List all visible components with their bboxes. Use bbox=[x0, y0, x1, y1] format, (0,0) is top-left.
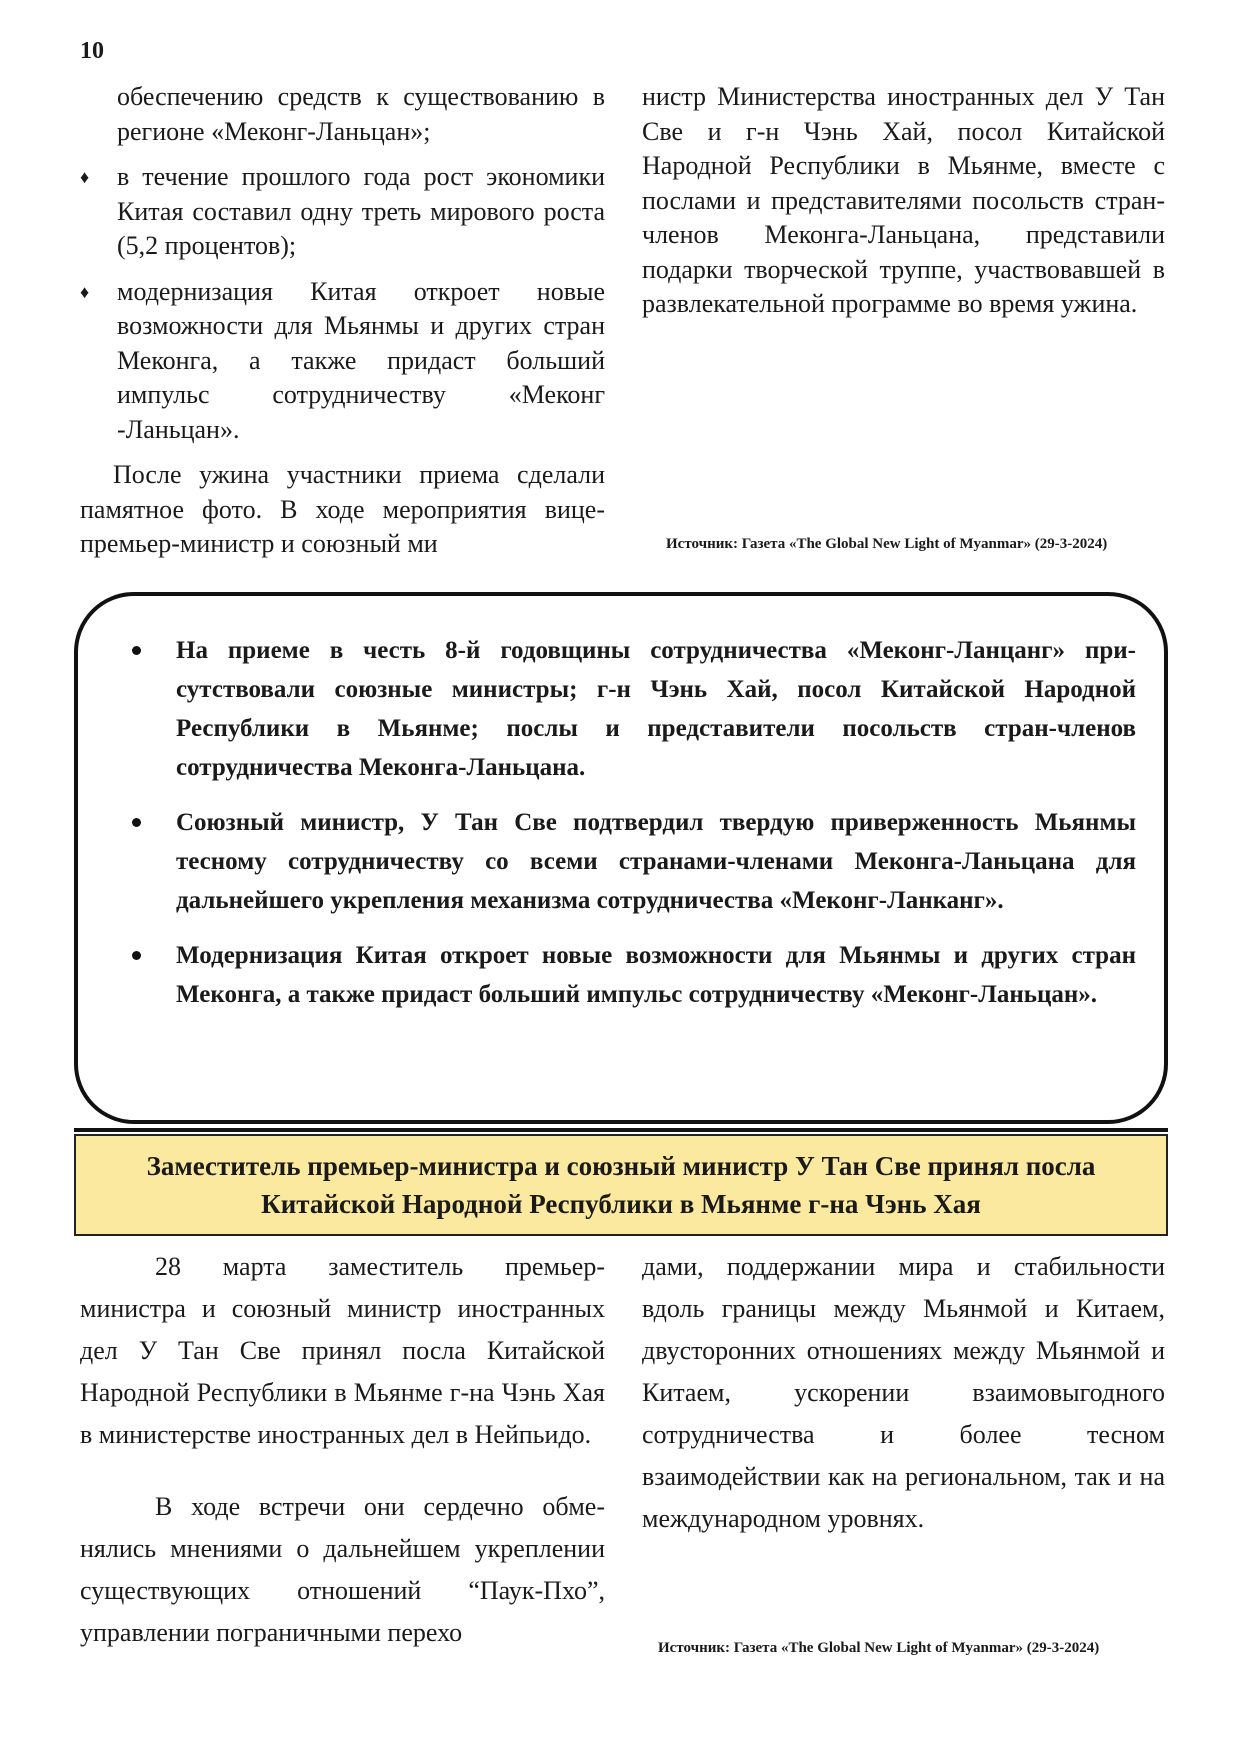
article2-left-paragraph-2: В ходе встречи они сердечно обменялись мнениями о дальнейшем укреплении существующих отношений “Паук-Пхо”, управлении пограничными перехо bbox=[80, 1492, 605, 1647]
article2-left-paragraph-1: 28 марта заместитель премьер-министра и союзный министр иностранных дел У Тан Све принял посла Китайской Народной Республики в Мьянме г-на Чэнь Хая в министерстве иностранных дел в Нейпьидо. bbox=[80, 1252, 605, 1449]
summary-item bbox=[108, 631, 1136, 787]
article1-source: Источник: Газета «The Global New Light of Myanmar» (29-3-2024) bbox=[666, 536, 1108, 552]
summary-text: Союзный министр, У Тан Све подтвердил твердую приверженность Мьянмы тесному сотрудничеству со всеми странами-членами Меконга-Ланьцана для дальнейшего укрепления механизма сотрудничества «Меконг-Ланканг». bbox=[176, 809, 1136, 914]
bullet-text: модернизация Китая откроет новые возможности для Мьянмы и других стран Меконга, а также придаст больший импульс сотрудничеству «Меконг -Ланьцан». bbox=[117, 276, 605, 444]
article1-left-column bbox=[80, 80, 605, 562]
article2-headline bbox=[74, 1134, 1168, 1236]
bullet-text: в течение прошлого года рост экономики Китая составил одну треть мирового роста (5,2 процентов); bbox=[117, 162, 605, 260]
summary-list bbox=[108, 631, 1136, 1014]
list-item bbox=[80, 160, 605, 264]
bullet-dot-icon bbox=[132, 646, 141, 655]
article1-bullet-list bbox=[80, 160, 605, 447]
article2-right-paragraph: дами, поддержании мира и стабильности вдоль границы между Мьянмой и Китаем, двусторонних отношениях между Мьянмой и Китаем, ускорении взаимовыгодного сотрудничества и более тесном взаимодействии как на региональном, так и на международном уровнях. bbox=[642, 1252, 1165, 1533]
article1-right-paragraph: нистр Министерства иностранных дел У Тан Све и г-н Чэнь Хай, посол Китайской Народной Республики в Мьянме, вместе с послами и представителями посольств стран-членов Меконга-Ланьцана, представили подарки творческой труппе, участвовавшей в развлекательной программе во время ужина. bbox=[642, 82, 1165, 318]
article1-left-intro: обеспечению средств к существованию в регионе «Меконг-Ланьцан»; bbox=[117, 82, 605, 146]
summary-item bbox=[108, 803, 1136, 920]
bullet-dot-icon bbox=[132, 951, 141, 960]
article1-right-column bbox=[642, 80, 1165, 322]
article2-headline-text: Заместитель премьер-министра и союзный министр У Тан Све принял посла Китайской Народной Республики в Мьянме г-на Чэнь Хая bbox=[146, 1151, 1096, 1219]
article2-right-column bbox=[642, 1246, 1165, 1540]
diamond-bullet-icon: ♦ bbox=[80, 167, 90, 187]
list-item bbox=[80, 275, 605, 448]
section-divider bbox=[74, 1128, 1168, 1132]
article2-left-column bbox=[80, 1246, 605, 1654]
page-number: 10 bbox=[80, 38, 104, 64]
summary-text: На приеме в честь 8-й годовщины сотрудничества «Меконг-Ланцанг» присутствовали союзные министры; г-н Чэнь Хай, посол Китайской Народной Республики в Мьянме; послы и представители посольств стран-членов сотрудничества Меконга-Ланьцана. bbox=[176, 637, 1136, 781]
diamond-bullet-icon: ♦ bbox=[80, 281, 90, 302]
summary-text: Модернизация Китая откроет новые возможности для Мьянмы и других стран Меконга, а также придаст больший импульс сотрудничеству «Меконг-Ланьцан». bbox=[176, 942, 1136, 1008]
summary-item bbox=[108, 936, 1136, 1014]
article2-source: Источник: Газета «The Global New Light of Myanmar» (29-3-2024) bbox=[658, 1640, 1100, 1656]
summary-box bbox=[74, 592, 1168, 1124]
article1-left-paragraph: После ужина участники приема сделали памятное фото. В ходе мероприятия вице-премьер-министр и союзный ми bbox=[80, 460, 605, 558]
bullet-dot-icon bbox=[132, 818, 141, 827]
